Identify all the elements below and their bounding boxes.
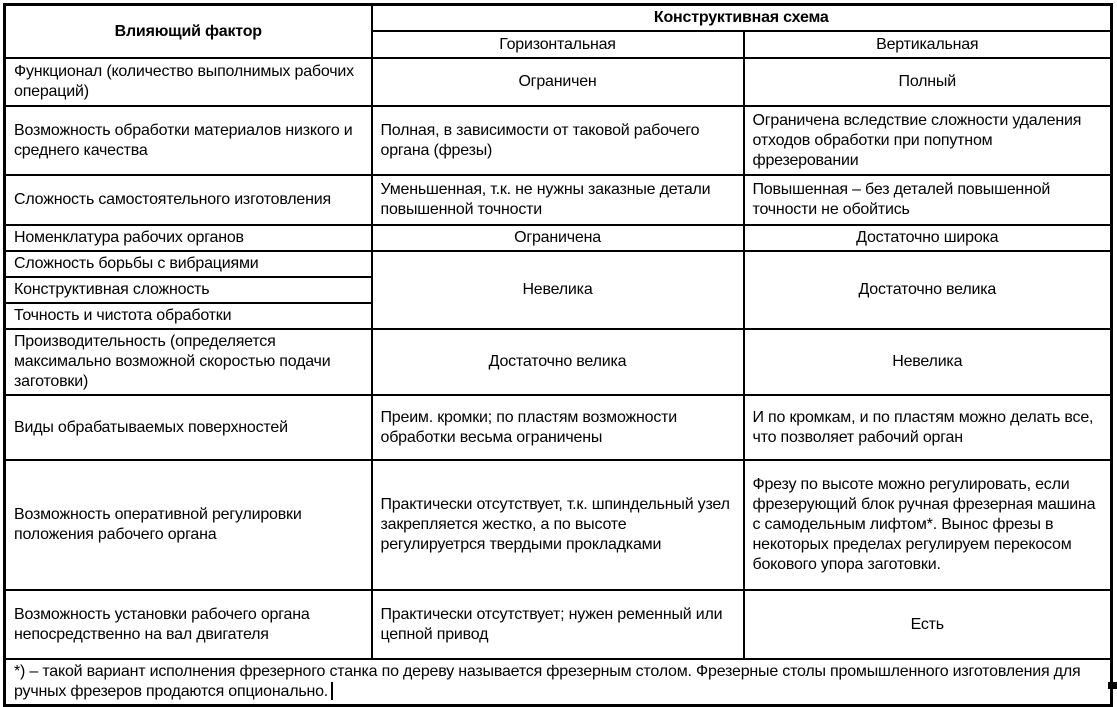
table-row: [5, 106, 1112, 175]
cell-direct-mount-factor: Возможность установки рабочего органа непосредственно на вал двигателя: [5, 590, 372, 659]
table-row: [5, 460, 1112, 590]
header-column-horizontal: Горизонтальная: [372, 31, 744, 58]
cell-precision-factor: Точность и чистота обработки: [5, 303, 372, 329]
table-row: [5, 251, 1112, 277]
cell-construction-factor: Конструктивная сложность: [5, 277, 372, 303]
table-row: [5, 329, 1112, 395]
footnote-text: *) – такой вариант исполнения фрезерного станка по дереву называется фрезерным столом. Фрезерные столы промышленного изготовления для ручных фрезеров продаются опционально.: [14, 663, 1081, 700]
cell-vibration-factor: Сложность борьбы с вибрациями: [5, 251, 372, 277]
cell-self-manufacturing-vertical: Повышенная – без деталей повышенной точности не обойтись: [744, 175, 1112, 225]
table-row: [5, 225, 1112, 251]
cell-productivity-horizontal: Достаточно велика: [372, 329, 744, 395]
cell-productivity-factor: Производительность (определяется максимально возможной скоростью подачи заготовки): [5, 329, 372, 395]
cell-productivity-vertical: Невелика: [744, 329, 1112, 395]
cell-functional-vertical: Полный: [744, 58, 1112, 106]
cell-nomenclature-horizontal: Ограничена: [372, 225, 744, 251]
corner-mark: [1108, 682, 1117, 689]
cell-materials-horizontal: Полная, в зависимости от таковой рабочего органа (фрезы): [372, 106, 744, 175]
cell-surfaces-horizontal: Преим. кромки; по пластям возможности обработки весьма ограничены: [372, 395, 744, 460]
header-column-vertical: Вертикальная: [744, 31, 1112, 58]
table-row: [5, 590, 1112, 659]
table-row: [5, 395, 1112, 460]
cell-adjustment-horizontal: Практически отсутствует, т.к. шпиндельный узел закрепляется жестко, а по высоте регулируетрся твердыми прокладками: [372, 460, 744, 590]
cell-direct-mount-horizontal: Практически отсутствует; нужен ременный или цепной привод: [372, 590, 744, 659]
table-header-row-1: [5, 5, 1112, 32]
cell-adjustment-factor: Возможность оперативной регулировки положения рабочего органа: [5, 460, 372, 590]
header-factor: Влияющий фактор: [5, 5, 372, 59]
cell-materials-vertical: Ограничена вследствие сложности удаления отходов обработки при попутном фрезеровании: [744, 106, 1112, 175]
table-row: [5, 58, 1112, 106]
cell-surfaces-factor: Виды обрабатываемых поверхностей: [5, 395, 372, 460]
cell-nomenclature-factor: Номенклатура рабочих органов: [5, 225, 372, 251]
cell-direct-mount-vertical: Есть: [744, 590, 1112, 659]
cell-functional-horizontal: Ограничен: [372, 58, 744, 106]
cell-materials-factor: Возможность обработки материалов низкого и среднего качества: [5, 106, 372, 175]
cell-nomenclature-vertical: Достаточно широка: [744, 225, 1112, 251]
cell-self-manufacturing-horizontal: Уменьшенная, т.к. не нужны заказные детали повышенной точности: [372, 175, 744, 225]
cell-adjustment-vertical: Фрезу по высоте можно регулировать, если фрезерующий блок ручная фрезерная машина с самодельным лифтом*. Вынос фрезы в некоторых пределах регулируем перекосом бокового упора заготовки.: [744, 460, 1112, 590]
table-row: [5, 175, 1112, 225]
cell-merged-horizontal: Невелика: [372, 251, 744, 329]
table-footnote-row: [5, 659, 1112, 706]
text-cursor: [331, 682, 333, 700]
header-scheme-group: Конструктивная схема: [372, 5, 1112, 32]
cell-surfaces-vertical: И по кромкам, и по пластям можно делать все, что позволяет рабочий орган: [744, 395, 1112, 460]
comparison-table: [3, 3, 1113, 707]
footnote-cell: [5, 659, 1112, 706]
cell-self-manufacturing-factor: Сложность самостоятельного изготовления: [5, 175, 372, 225]
cell-functional-factor: Функционал (количество выполнимых рабочих операций): [5, 58, 372, 106]
cell-merged-vertical: Достаточно велика: [744, 251, 1112, 329]
